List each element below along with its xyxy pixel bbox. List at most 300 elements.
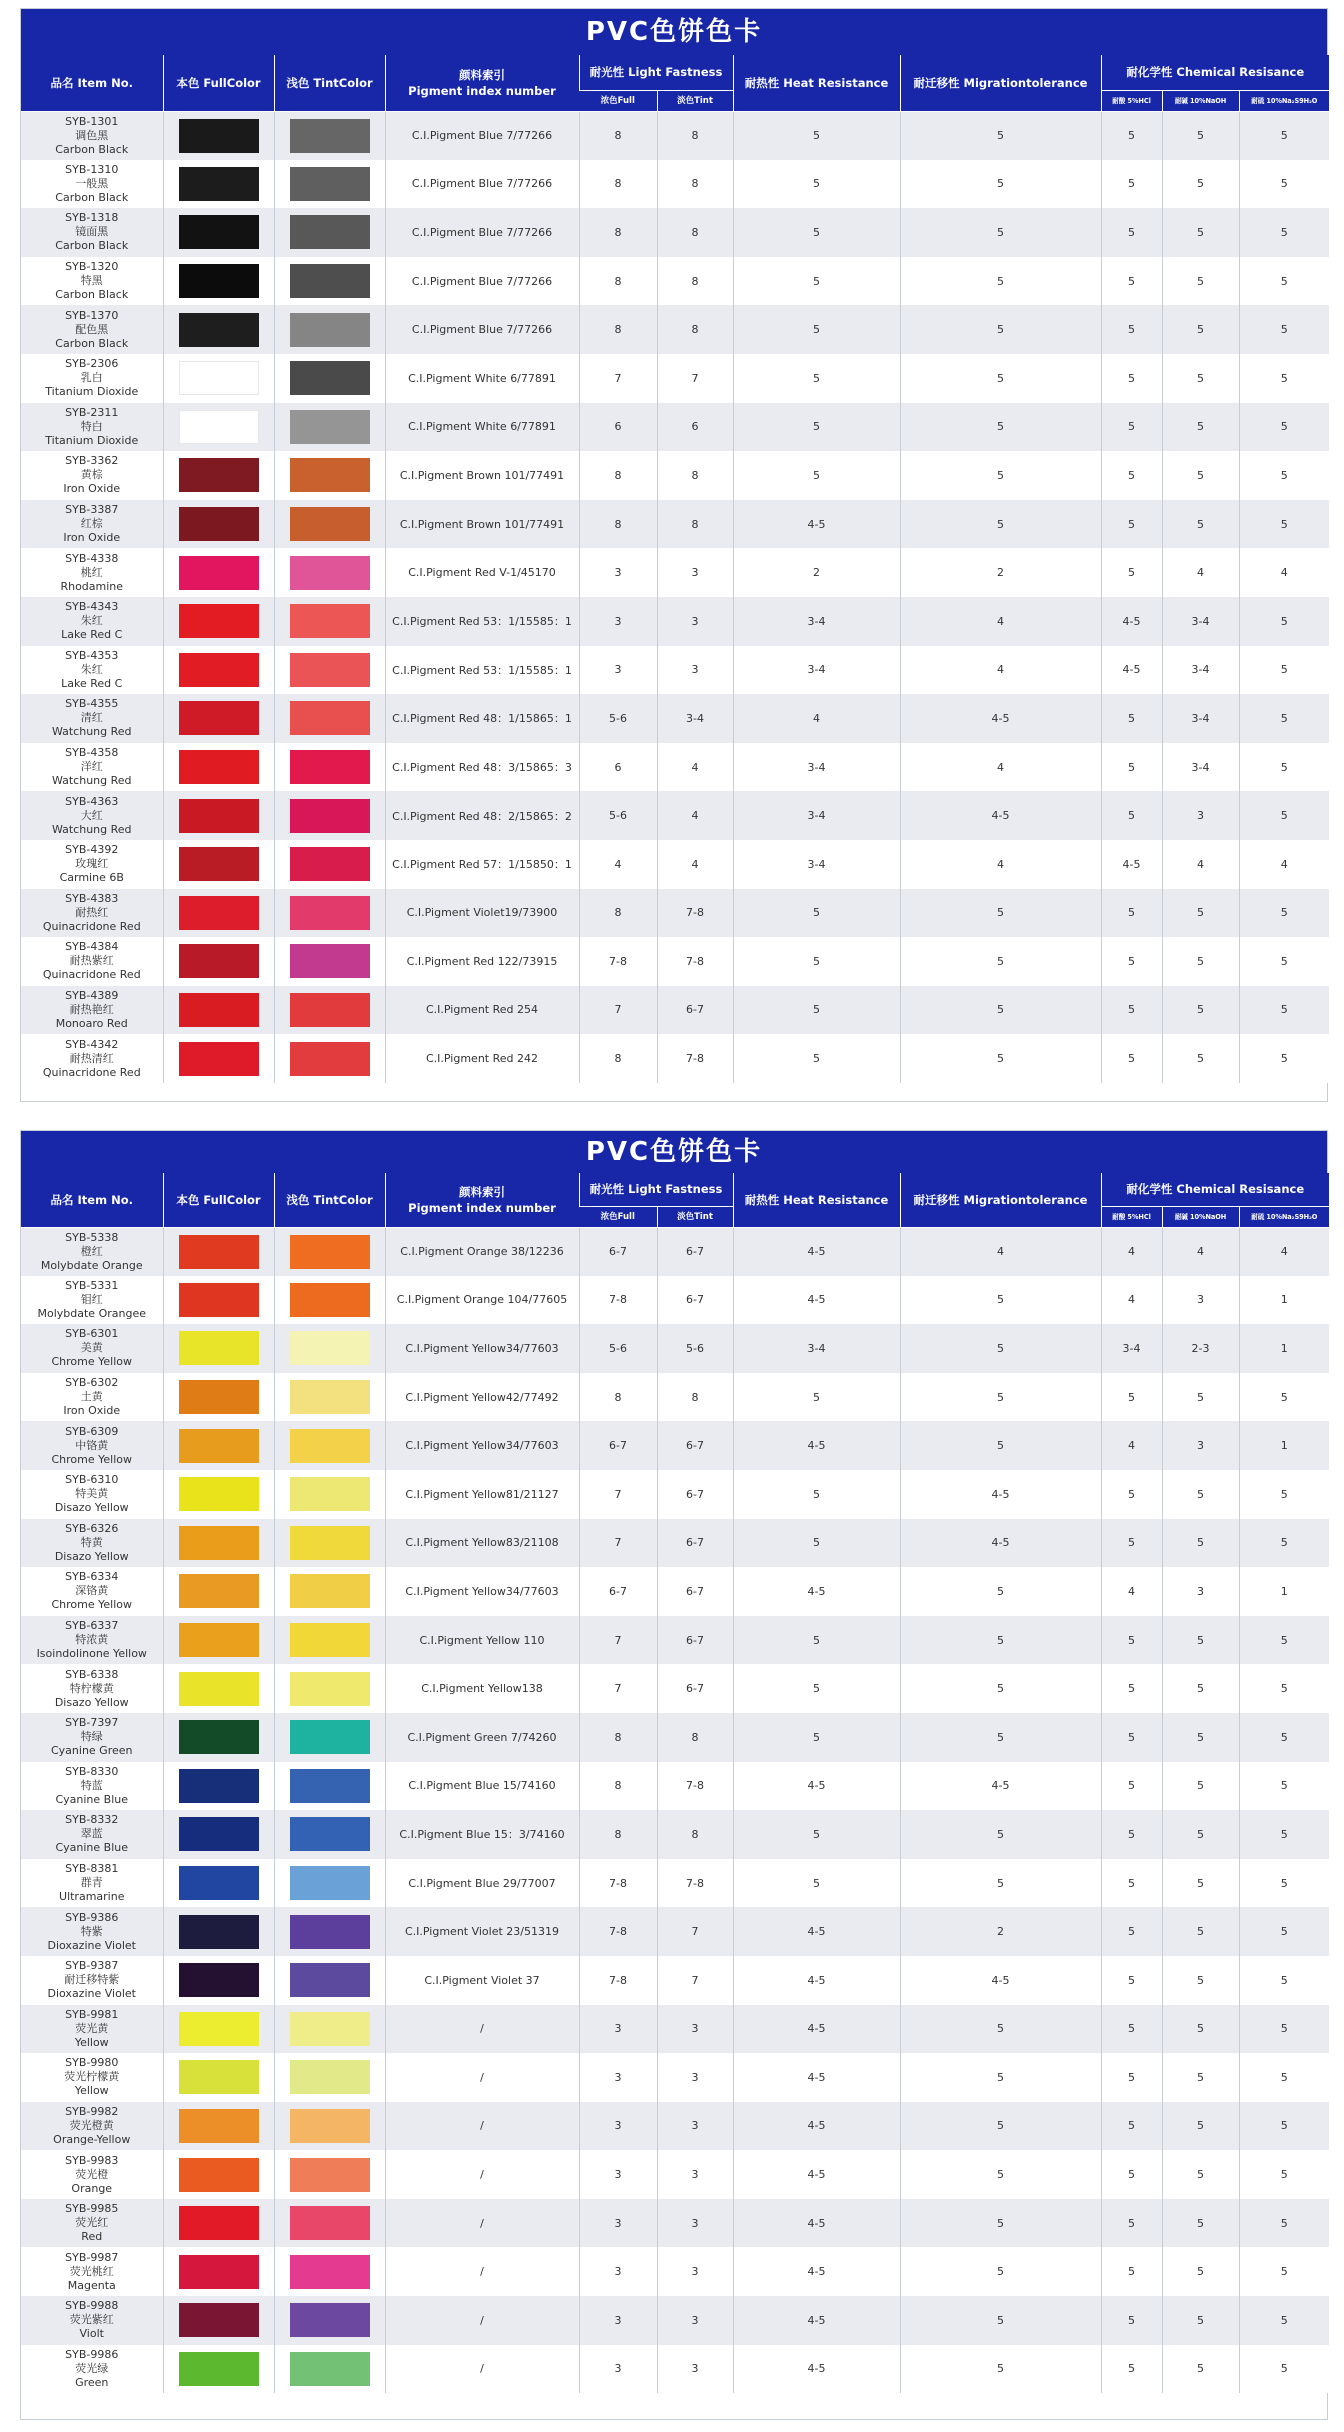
tint-color-swatch [290, 896, 370, 930]
item-code: SYB-9981 [65, 2007, 119, 2021]
full-color-cell [163, 743, 274, 792]
pigment-index: C.I.Pigment Yellow34/77603 [385, 1567, 579, 1616]
alkali-value: 5 [1162, 1034, 1239, 1083]
item-code: SYB-4343 [65, 600, 119, 614]
item-name-cn: 桃红 [80, 565, 103, 579]
migration-value: 5 [900, 937, 1101, 986]
item-name-cn: 朱红 [80, 662, 103, 676]
sulfide-value: 5 [1239, 2199, 1329, 2248]
full-color-swatch [179, 2012, 259, 2046]
item-cell [21, 791, 163, 840]
header-light-tint: 淡色Tint [657, 1206, 733, 1227]
item-name-cn: 清红 [80, 711, 103, 725]
full-color-cell [163, 1421, 274, 1470]
table-row [21, 1034, 1329, 1083]
item-code: SYB-6302 [65, 1376, 119, 1390]
pigment-index: C.I.Pigment Brown 101/77491 [385, 500, 579, 549]
pigment-index: C.I.Pigment Blue 29/77007 [385, 1859, 579, 1908]
item-name-en: Orange-Yellow [53, 2132, 131, 2146]
item-cell [21, 1664, 163, 1713]
migration-value: 5 [900, 1034, 1101, 1083]
migration-value: 5 [900, 1859, 1101, 1908]
item-name-en: Cyanine Blue [55, 1841, 129, 1855]
item-cell [21, 2199, 163, 2248]
table-row [21, 1373, 1329, 1422]
full-color-cell [163, 2102, 274, 2151]
table-row [21, 1907, 1329, 1956]
light-tint-value: 6-7 [657, 1227, 733, 1276]
acid-value: 5 [1101, 257, 1162, 306]
light-full-value: 8 [579, 451, 657, 500]
item-cell [21, 1907, 163, 1956]
heat-value: 4-5 [733, 1421, 900, 1470]
pigment-index: / [385, 2102, 579, 2151]
full-color-swatch [179, 750, 259, 784]
tint-color-swatch [290, 458, 370, 492]
migration-value: 5 [900, 160, 1101, 209]
heat-value: 3-4 [733, 597, 900, 646]
alkali-value: 5 [1162, 1373, 1239, 1422]
item-name-cn: 黄棕 [80, 468, 103, 482]
table-row [21, 743, 1329, 792]
sulfide-value: 5 [1239, 1616, 1329, 1665]
item-name-en: Green [75, 2375, 109, 2389]
item-name-cn: 耐热艳红 [69, 1002, 114, 1016]
acid-value: 4-5 [1101, 646, 1162, 695]
table-row [21, 403, 1329, 452]
tint-color-swatch [290, 2206, 370, 2240]
acid-value: 5 [1101, 1034, 1162, 1083]
item-cell [21, 2005, 163, 2054]
header-pigment-en: Pigment index number [408, 83, 556, 98]
item-name-en: Red [81, 2230, 103, 2244]
item-name-cn: 荧光红 [75, 2216, 109, 2230]
item-cell [21, 1324, 163, 1373]
tint-color-cell [274, 2150, 385, 2199]
light-full-value: 3 [579, 2345, 657, 2394]
light-full-value: 8 [579, 111, 657, 160]
acid-value: 5 [1101, 1907, 1162, 1956]
alkali-value: 5 [1162, 500, 1239, 549]
item-name-en: Disazo Yellow [54, 1501, 129, 1515]
item-cell [21, 2296, 163, 2345]
light-full-value: 8 [579, 500, 657, 549]
full-color-cell [163, 1276, 274, 1325]
header-pigment [385, 55, 579, 111]
alkali-value: 5 [1162, 2102, 1239, 2151]
sulfide-value: 5 [1239, 743, 1329, 792]
full-color-cell [163, 1470, 274, 1519]
header-full-color: 本色 FullColor [163, 55, 274, 111]
header-item: 品名 Item No. [21, 55, 163, 111]
acid-value: 4 [1101, 1276, 1162, 1325]
full-color-swatch [179, 2352, 259, 2386]
tint-color-cell [274, 500, 385, 549]
migration-value: 4-5 [900, 694, 1101, 743]
heat-value: 5 [733, 160, 900, 209]
light-full-value: 7-8 [579, 1956, 657, 2005]
full-color-swatch [179, 410, 259, 444]
migration-value: 5 [900, 403, 1101, 452]
item-name-cn: 特黄 [80, 1535, 103, 1549]
item-cell [21, 160, 163, 209]
header-item: 品名 Item No. [21, 1173, 163, 1227]
light-full-value: 7-8 [579, 1276, 657, 1325]
acid-value: 5 [1101, 2296, 1162, 2345]
tint-color-swatch [290, 2012, 370, 2046]
alkali-value: 5 [1162, 160, 1239, 209]
acid-value: 5 [1101, 1859, 1162, 1908]
full-color-cell [163, 403, 274, 452]
item-code: SYB-9387 [65, 1959, 119, 1973]
light-tint-value: 7-8 [657, 1034, 733, 1083]
full-color-cell [163, 1034, 274, 1083]
sulfide-value: 5 [1239, 1519, 1329, 1568]
light-full-value: 7 [579, 354, 657, 403]
heat-value: 5 [733, 1713, 900, 1762]
migration-value: 4-5 [900, 1762, 1101, 1811]
item-name-en: Yellow [74, 2084, 109, 2098]
pigment-index: C.I.Pigment Red 57：1/15850：1 [385, 840, 579, 889]
item-cell [21, 1956, 163, 2005]
light-tint-value: 7-8 [657, 1762, 733, 1811]
light-full-value: 7 [579, 986, 657, 1035]
migration-value: 5 [900, 208, 1101, 257]
header-row [21, 55, 1329, 90]
full-color-cell [163, 354, 274, 403]
migration-value: 5 [900, 257, 1101, 306]
item-name-en: Titanium Dioxide [45, 433, 139, 447]
item-name-cn: 一般黑 [75, 176, 109, 190]
table-row [21, 548, 1329, 597]
pigment-index: C.I.Pigment Red 48：1/15865：1 [385, 694, 579, 743]
full-color-cell [163, 2345, 274, 2394]
alkali-value: 5 [1162, 2150, 1239, 2199]
full-color-swatch [179, 653, 259, 687]
heat-value: 4 [733, 694, 900, 743]
sulfide-value: 4 [1239, 840, 1329, 889]
header-sulfide: 耐硫 10%Na₂S9H₂O [1239, 1206, 1329, 1227]
full-color-swatch [179, 1769, 259, 1803]
item-name-en: Watchung Red [51, 725, 132, 739]
item-code: SYB-9988 [65, 2299, 119, 2313]
tint-color-swatch [290, 215, 370, 249]
light-full-value: 8 [579, 1373, 657, 1422]
full-color-cell [163, 257, 274, 306]
item-code: SYB-9980 [65, 2056, 119, 2070]
acid-value: 5 [1101, 743, 1162, 792]
table-row [21, 1810, 1329, 1859]
tint-color-cell [274, 2296, 385, 2345]
header-light-full: 浓色Full [579, 90, 657, 111]
light-full-value: 8 [579, 889, 657, 938]
pigment-index: C.I.Pigment Green 7/74260 [385, 1713, 579, 1762]
table-row [21, 2150, 1329, 2199]
item-name-en: Iron Oxide [63, 482, 121, 496]
item-cell [21, 403, 163, 452]
table-row [21, 2005, 1329, 2054]
item-cell [21, 1373, 163, 1422]
light-tint-value: 3 [657, 2345, 733, 2394]
item-cell [21, 1616, 163, 1665]
item-code: SYB-4384 [65, 940, 119, 954]
sulfide-value: 5 [1239, 305, 1329, 354]
full-color-swatch [179, 799, 259, 833]
item-name-cn: 美黄 [80, 1341, 103, 1355]
item-cell [21, 2053, 163, 2102]
full-color-cell [163, 2150, 274, 2199]
acid-value: 5 [1101, 1664, 1162, 1713]
migration-value: 5 [900, 889, 1101, 938]
item-name-cn: 耐热红 [75, 905, 109, 919]
heat-value: 3-4 [733, 743, 900, 792]
item-name-en: Iron Oxide [63, 1404, 121, 1418]
full-color-swatch [179, 944, 259, 978]
migration-value: 5 [900, 2102, 1101, 2151]
header-tint-color: 浅色 TintColor [274, 55, 385, 111]
light-full-value: 7 [579, 1664, 657, 1713]
item-code: SYB-6309 [65, 1424, 119, 1438]
item-cell [21, 889, 163, 938]
item-cell [21, 1567, 163, 1616]
sulfide-value: 5 [1239, 2345, 1329, 2394]
alkali-value: 5 [1162, 1470, 1239, 1519]
item-name-cn: 耐热紫红 [69, 954, 114, 968]
tint-color-cell [274, 1567, 385, 1616]
sulfide-value: 5 [1239, 160, 1329, 209]
light-tint-value: 8 [657, 257, 733, 306]
full-color-swatch [179, 896, 259, 930]
item-cell [21, 1810, 163, 1859]
light-tint-value: 6-7 [657, 1470, 733, 1519]
item-name-en: Chrome Yellow [51, 1598, 132, 1612]
full-color-swatch [179, 215, 259, 249]
item-code: SYB-6301 [65, 1327, 119, 1341]
item-code: SYB-1318 [65, 211, 119, 225]
alkali-value: 5 [1162, 889, 1239, 938]
alkali-value: 3 [1162, 1276, 1239, 1325]
migration-value: 5 [900, 1276, 1101, 1325]
pigment-index: / [385, 2199, 579, 2248]
full-color-cell [163, 1859, 274, 1908]
table-body-1 [21, 111, 1329, 1083]
table-row [21, 2199, 1329, 2248]
heat-value: 4-5 [733, 2345, 900, 2394]
tint-color-swatch [290, 1672, 370, 1706]
item-cell [21, 2150, 163, 2199]
item-code: SYB-1301 [65, 114, 119, 128]
heat-value: 4-5 [733, 1276, 900, 1325]
table-row [21, 160, 1329, 209]
full-color-swatch [179, 458, 259, 492]
light-tint-value: 6-7 [657, 1421, 733, 1470]
header-acid: 耐酸 5%HCl [1101, 1206, 1162, 1227]
pigment-index: C.I.Pigment Brown 101/77491 [385, 451, 579, 500]
header-acid: 耐酸 5%HCl [1101, 90, 1162, 111]
light-full-value: 6-7 [579, 1421, 657, 1470]
item-cell [21, 548, 163, 597]
tint-color-swatch [290, 1526, 370, 1560]
light-tint-value: 6-7 [657, 1664, 733, 1713]
tint-color-swatch [290, 556, 370, 590]
migration-value: 5 [900, 2345, 1101, 2394]
header-pigment-cn: 颜料索引 [459, 1184, 505, 1199]
acid-value: 5 [1101, 791, 1162, 840]
sulfide-value: 5 [1239, 986, 1329, 1035]
sulfide-value: 5 [1239, 208, 1329, 257]
light-full-value: 5-6 [579, 694, 657, 743]
tint-color-swatch [290, 119, 370, 153]
sulfide-value: 5 [1239, 111, 1329, 160]
full-color-cell [163, 160, 274, 209]
pigment-index: C.I.Pigment Red 48：2/15865：2 [385, 791, 579, 840]
item-cell [21, 1762, 163, 1811]
sulfide-value: 5 [1239, 2150, 1329, 2199]
light-tint-value: 8 [657, 1373, 733, 1422]
tint-color-cell [274, 889, 385, 938]
acid-value: 5 [1101, 2053, 1162, 2102]
tint-color-swatch [290, 410, 370, 444]
acid-value: 5 [1101, 1956, 1162, 2005]
alkali-value: 5 [1162, 986, 1239, 1035]
alkali-value: 3-4 [1162, 646, 1239, 695]
sulfide-value: 1 [1239, 1324, 1329, 1373]
full-color-cell [163, 2053, 274, 2102]
alkali-value: 3 [1162, 791, 1239, 840]
migration-value: 5 [900, 1373, 1101, 1422]
full-color-swatch [179, 604, 259, 638]
table-row [21, 1470, 1329, 1519]
item-name-en: Quinacridone Red [42, 1065, 141, 1079]
table-row [21, 1956, 1329, 2005]
item-name-en: Violt [79, 2327, 104, 2341]
sulfide-value: 5 [1239, 791, 1329, 840]
sulfide-value: 5 [1239, 354, 1329, 403]
full-color-swatch [179, 2303, 259, 2337]
light-full-value: 8 [579, 257, 657, 306]
item-cell [21, 257, 163, 306]
acid-value: 5 [1101, 305, 1162, 354]
light-full-value: 3 [579, 548, 657, 597]
tint-color-cell [274, 1664, 385, 1713]
tint-color-cell [274, 1907, 385, 1956]
tint-color-cell [274, 2247, 385, 2296]
heat-value: 5 [733, 451, 900, 500]
light-tint-value: 4 [657, 791, 733, 840]
full-color-cell [163, 986, 274, 1035]
migration-value: 5 [900, 2053, 1101, 2102]
item-code: SYB-6338 [65, 1667, 119, 1681]
sulfide-value: 4 [1239, 1227, 1329, 1276]
table-row [21, 597, 1329, 646]
migration-value: 4-5 [900, 1956, 1101, 2005]
light-full-value: 3 [579, 2150, 657, 2199]
heat-value: 5 [733, 403, 900, 452]
light-full-value: 4 [579, 840, 657, 889]
sulfide-value: 5 [1239, 1956, 1329, 2005]
alkali-value: 5 [1162, 1810, 1239, 1859]
migration-value: 5 [900, 986, 1101, 1035]
migration-value: 4-5 [900, 1519, 1101, 1568]
full-color-swatch [179, 313, 259, 347]
item-cell [21, 743, 163, 792]
pigment-index: C.I.Pigment Yellow81/21127 [385, 1470, 579, 1519]
migration-value: 4 [900, 743, 1101, 792]
item-name-en: Dioxazine Violet [47, 1987, 136, 2001]
acid-value: 5 [1101, 2345, 1162, 2394]
item-name-cn: 玫瑰红 [75, 857, 109, 871]
item-cell [21, 111, 163, 160]
item-name-cn: 荧光紫红 [69, 2313, 114, 2327]
full-color-swatch [179, 1526, 259, 1560]
alkali-value: 4 [1162, 548, 1239, 597]
pigment-index: C.I.Pigment Blue 7/77266 [385, 257, 579, 306]
light-full-value: 6 [579, 743, 657, 792]
tint-color-swatch [290, 361, 370, 395]
header-sulfide: 耐硫 10%Na₂S9H₂O [1239, 90, 1329, 111]
item-cell [21, 208, 163, 257]
alkali-value: 5 [1162, 1762, 1239, 1811]
tint-color-swatch [290, 653, 370, 687]
header-light-fastness: 耐光性 Light Fastness [579, 1173, 733, 1206]
heat-value: 3-4 [733, 840, 900, 889]
tint-color-cell [274, 1227, 385, 1276]
light-tint-value: 3 [657, 2102, 733, 2151]
full-color-swatch [179, 1380, 259, 1414]
item-name-en: Carbon Black [55, 336, 129, 350]
full-color-cell [163, 1324, 274, 1373]
migration-value: 4 [900, 646, 1101, 695]
full-color-cell [163, 1519, 274, 1568]
full-color-cell [163, 646, 274, 695]
full-color-cell [163, 889, 274, 938]
light-tint-value: 6 [657, 403, 733, 452]
item-name-cn: 大红 [80, 808, 103, 822]
tint-color-swatch [290, 507, 370, 541]
acid-value: 4-5 [1101, 840, 1162, 889]
tint-color-cell [274, 646, 385, 695]
light-full-value: 8 [579, 1034, 657, 1083]
full-color-cell [163, 1227, 274, 1276]
acid-value: 5 [1101, 986, 1162, 1035]
alkali-value: 5 [1162, 2296, 1239, 2345]
sulfide-value: 5 [1239, 1034, 1329, 1083]
item-code: SYB-2306 [65, 357, 119, 371]
heat-value: 4-5 [733, 1762, 900, 1811]
alkali-value: 5 [1162, 1713, 1239, 1762]
sulfide-value: 5 [1239, 2296, 1329, 2345]
table-body-2 [21, 1227, 1329, 2393]
item-code: SYB-6337 [65, 1619, 119, 1633]
pigment-index: / [385, 2345, 579, 2394]
header-light-tint: 淡色Tint [657, 90, 733, 111]
item-name-cn: 调色黑 [75, 128, 109, 142]
light-tint-value: 8 [657, 111, 733, 160]
full-color-cell [163, 1373, 274, 1422]
full-color-swatch [179, 1963, 259, 1997]
item-cell [21, 451, 163, 500]
pigment-index: C.I.Pigment Orange 104/77605 [385, 1276, 579, 1325]
sulfide-value: 5 [1239, 451, 1329, 500]
migration-value: 5 [900, 2247, 1101, 2296]
heat-value: 3-4 [733, 1324, 900, 1373]
table-row [21, 354, 1329, 403]
pigment-index: C.I.Pigment Orange 38/12236 [385, 1227, 579, 1276]
header-alkali: 耐碱 10%NaOH [1162, 1206, 1239, 1227]
light-tint-value: 4 [657, 743, 733, 792]
tint-color-cell [274, 548, 385, 597]
pigment-index: C.I.Pigment Violet 37 [385, 1956, 579, 2005]
